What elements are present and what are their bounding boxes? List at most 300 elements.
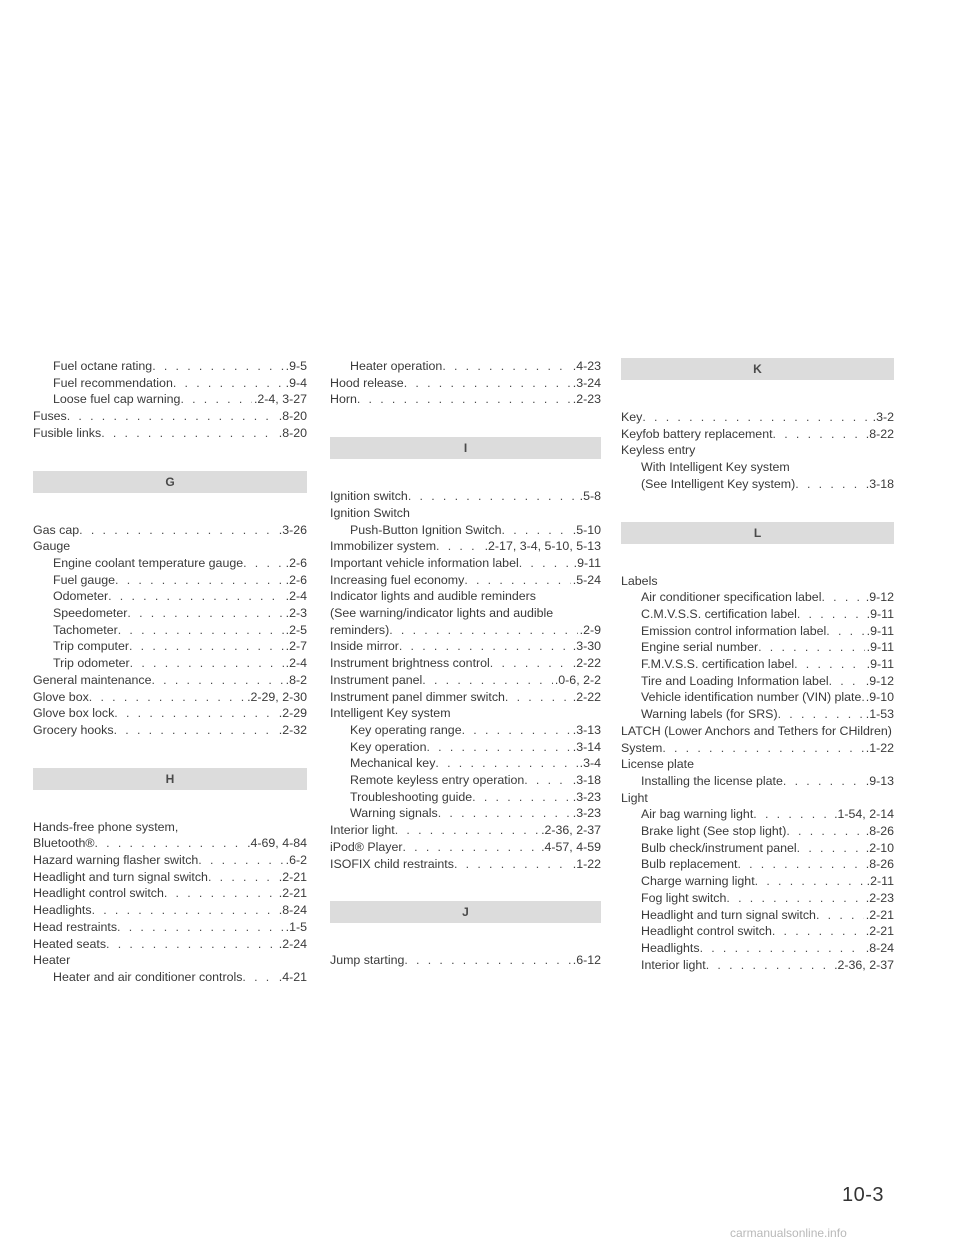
- index-entry-page-ref: .8-22: [865, 426, 894, 441]
- index-entry: [330, 391, 601, 408]
- index-entry: [33, 835, 307, 852]
- index-entry: [33, 572, 307, 589]
- index-entry: [330, 375, 601, 392]
- dot-leader: [797, 840, 864, 857]
- index-entry-page-ref: .2-22: [572, 689, 601, 704]
- dot-leader: [786, 823, 863, 840]
- dot-leader: [524, 772, 571, 789]
- index-entry-label: Important vehicle information label: [330, 555, 519, 570]
- section-spacer: [33, 442, 307, 471]
- section-spacer: [330, 923, 601, 952]
- index-entry: [621, 823, 894, 840]
- index-entry-page-ref: .2-10: [865, 840, 894, 855]
- index-entry-label: Immobilizer system: [330, 539, 437, 554]
- page-number: 10-3: [842, 1184, 885, 1206]
- index-entry-page-ref: .3-30: [572, 639, 601, 654]
- index-entry-page-ref: .2-36, 2-37: [834, 957, 894, 972]
- index-entry: [621, 623, 894, 640]
- dot-leader: [79, 522, 277, 539]
- index-entry: [621, 923, 894, 940]
- dot-leader: [700, 940, 864, 957]
- index-entry-page-ref: .3-26: [278, 522, 307, 537]
- index-entry-page-ref: .3-4: [579, 756, 601, 771]
- index-entry-label: (See Intelligent Key system): [641, 476, 796, 491]
- dot-leader: [242, 969, 276, 986]
- index-entry-page-ref: .8-26: [865, 824, 894, 839]
- index-entry: [33, 869, 307, 886]
- dot-leader: [829, 673, 864, 690]
- index-entry-page-ref: .2-21: [278, 869, 307, 884]
- section-letter-heading: I: [330, 437, 601, 459]
- dot-leader: [404, 375, 571, 392]
- index-entry-page-ref: .2-11: [866, 874, 894, 889]
- index-entry: [330, 805, 601, 822]
- index-entry-label: Fuel recommendation: [53, 375, 173, 390]
- index-entry-label: Tire and Loading Information label: [641, 673, 829, 688]
- index-entry-page-ref: .9-13: [865, 773, 894, 788]
- index-entry-label: Engine serial number: [641, 640, 759, 655]
- index-entry-page-ref: .8-20: [278, 425, 307, 440]
- index-entry-label: Bluetooth®: [33, 836, 95, 851]
- index-entry: [330, 638, 601, 655]
- dot-leader: [129, 638, 284, 655]
- index-entry-page-ref: .2-23: [865, 890, 894, 905]
- index-entry-page-ref: .9-11: [573, 555, 601, 570]
- index-entry: [33, 358, 307, 375]
- index-entry-label: Instrument panel dimmer switch: [330, 689, 505, 704]
- index-entry-page-ref: .3-23: [572, 806, 601, 821]
- index-entry: [330, 839, 601, 856]
- dot-leader: [436, 538, 483, 555]
- dot-leader: [127, 605, 283, 622]
- dot-leader: [389, 622, 577, 639]
- dot-leader: [130, 655, 284, 672]
- dot-leader: [89, 689, 245, 706]
- dot-leader: [198, 852, 283, 869]
- section-letter-heading: H: [33, 768, 307, 790]
- index-entry-page-ref: .2-22: [572, 656, 601, 671]
- index-group-label: Intelligent Key system: [330, 706, 451, 721]
- index-entry-label: Mechanical key: [350, 756, 436, 771]
- section-spacer: [33, 493, 307, 522]
- index-entry-label: Trip computer: [53, 639, 129, 654]
- index-column-2: [330, 358, 601, 969]
- index-group-label: LATCH (Lower Anchors and Tethers for CHildren): [621, 723, 892, 738]
- section-spacer: [330, 872, 601, 901]
- section-letter-heading: L: [621, 522, 894, 544]
- index-entry-label: Push-Button Ignition Switch: [350, 522, 502, 537]
- index-entry-label: Heater and air conditioner controls: [53, 969, 243, 984]
- dot-leader: [101, 425, 277, 442]
- dot-leader: [662, 740, 863, 757]
- index-entry-page-ref: .2-4: [285, 589, 307, 604]
- dot-leader: [395, 822, 539, 839]
- index-entry: [621, 840, 894, 857]
- index-entry: [33, 689, 307, 706]
- index-entry-page-ref: .6-2: [285, 853, 307, 868]
- index-entry-page-ref: .1-22: [572, 856, 601, 871]
- index-entry-page-ref: .8-24: [278, 903, 307, 918]
- dot-leader: [502, 522, 571, 539]
- dot-leader: [472, 789, 571, 806]
- index-entry: [621, 806, 894, 823]
- section-spacer: [330, 459, 601, 488]
- index-entry-label: Headlight and turn signal switch: [641, 907, 816, 922]
- index-entry-page-ref: .3-18: [865, 476, 894, 491]
- index-entry-page-ref: .2-21: [865, 924, 894, 939]
- index-entry: [621, 656, 894, 673]
- dot-leader: [108, 588, 284, 605]
- index-entry-label: Head restraints: [33, 919, 118, 934]
- section-spacer: [621, 544, 894, 573]
- index-entry: [33, 638, 307, 655]
- index-entry-label: Key operation: [350, 739, 427, 754]
- index-group-label: Ignition Switch: [330, 505, 410, 520]
- index-entry-label: Interior light: [641, 957, 706, 972]
- index-entry-label: Engine coolant temperature gauge: [53, 555, 244, 570]
- index-entry-page-ref: .2-17, 3-4, 5-10, 5-13: [484, 539, 601, 554]
- dot-leader: [816, 907, 864, 924]
- index-entry-label: Bulb check/instrument panel: [641, 840, 797, 855]
- index-entry-page-ref: .8-24: [865, 940, 894, 955]
- dot-leader: [797, 606, 865, 623]
- dot-leader: [114, 722, 277, 739]
- index-entry-page-ref: .9-10: [865, 690, 894, 705]
- index-entry-label: Headlight and turn signal switch: [33, 869, 208, 884]
- index-entry-label: System: [621, 740, 663, 755]
- section-spacer: [330, 408, 601, 437]
- index-entry: [621, 740, 894, 757]
- index-entry: [330, 856, 601, 873]
- index-entry: [330, 538, 601, 555]
- dot-leader: [519, 555, 572, 572]
- dot-leader: [173, 375, 284, 392]
- index-entry-page-ref: .2-32: [278, 722, 307, 737]
- index-entry-page-ref: .2-6: [285, 555, 307, 570]
- dot-leader: [826, 623, 864, 640]
- index-entry: [330, 672, 601, 689]
- index-entry-page-ref: .3-2: [872, 410, 894, 424]
- index-entry-page-ref: .2-29: [278, 706, 307, 721]
- dot-leader: [408, 488, 578, 505]
- index-entry: [621, 873, 894, 890]
- index-entry: [330, 739, 601, 756]
- index-entry: [33, 391, 307, 408]
- index-entry-page-ref: .6-12: [572, 953, 601, 968]
- index-entry-label: General maintenance: [33, 672, 152, 687]
- index-entry-label: Hazard warning flasher switch: [33, 853, 199, 868]
- index-entry-page-ref: .1-5: [285, 919, 307, 934]
- index-entry: [330, 789, 601, 806]
- index-entry-page-ref: .8-26: [865, 857, 894, 872]
- index-entry: [33, 969, 307, 986]
- section-letter-heading: K: [621, 358, 894, 380]
- watermark: carmanualsonline.info: [730, 1226, 847, 1240]
- index-entry-page-ref: .9-11: [866, 640, 894, 655]
- index-entry-label: C.M.V.S.S. certification label: [641, 606, 797, 621]
- index-entry-label: Increasing fuel economy: [330, 572, 465, 587]
- index-entry: [33, 555, 307, 572]
- index-entry-label: Glove box: [33, 689, 89, 704]
- index-group-label: Hands-free phone system,: [33, 819, 179, 834]
- dot-leader: [773, 426, 864, 443]
- index-entry-page-ref: .9-5: [285, 359, 307, 373]
- index-entry: [33, 605, 307, 622]
- index-entry-page-ref: .3-18: [572, 773, 601, 788]
- index-entry-label: Instrument brightness control: [330, 656, 490, 671]
- index-group-label: License plate: [621, 757, 695, 772]
- index-entry: [330, 689, 601, 706]
- dot-leader: [118, 622, 284, 639]
- dot-leader: [117, 919, 284, 936]
- index-entry: [33, 722, 307, 739]
- index-entry: [33, 655, 307, 672]
- index-entry: [621, 940, 894, 957]
- index-entry-label: Remote keyless entry operation: [350, 773, 525, 788]
- index-entry-page-ref: .2-4, 3-27: [253, 392, 307, 407]
- index-entry-label: Grocery hooks: [33, 722, 114, 737]
- index-entry-page-ref: .3-13: [572, 722, 601, 737]
- index-entry-label: Key operating range: [350, 722, 462, 737]
- index-entry-label: Speedometer: [53, 606, 128, 621]
- index-entry-page-ref: .2-5: [285, 622, 307, 637]
- dot-leader: [152, 358, 283, 375]
- dot-leader: [490, 655, 571, 672]
- index-entry: [33, 588, 307, 605]
- index-group-label: With Intelligent Key system: [641, 460, 790, 475]
- index-group-label: (See warning/indicator lights and audible: [330, 606, 554, 621]
- dot-leader: [737, 856, 863, 873]
- dot-leader: [399, 638, 571, 655]
- index-entry: [621, 409, 894, 426]
- index-entry-page-ref: .2-7: [285, 639, 307, 654]
- index-entry-page-ref: .2-4: [285, 656, 307, 671]
- index-entry: [330, 572, 601, 589]
- index-entry: [33, 425, 307, 442]
- dot-leader: [726, 890, 863, 907]
- dot-leader: [435, 755, 577, 772]
- index-entry-page-ref: .2-36, 2-37: [541, 823, 601, 838]
- index-entry-page-ref: .4-57, 4-59: [541, 839, 601, 854]
- index-entry-label: Warning signals: [350, 806, 438, 821]
- index-entry-page-ref: .9-12: [865, 590, 894, 605]
- index-group-label: Keyless entry: [621, 443, 696, 458]
- index-entry-label: Emission control information label: [641, 623, 827, 638]
- dot-leader: [164, 885, 277, 902]
- index-entry: [330, 488, 601, 505]
- index-entry: [621, 773, 894, 790]
- index-entry-page-ref: .5-10: [572, 522, 601, 537]
- dot-leader: [462, 722, 571, 739]
- index-entry: [33, 672, 307, 689]
- index-entry-label: Headlights: [641, 940, 700, 955]
- index-entry-label: Glove box lock: [33, 706, 115, 721]
- index-entry-label: Hood release: [330, 375, 404, 390]
- dot-leader: [778, 706, 864, 723]
- index-entry: [330, 722, 601, 739]
- index-entry-page-ref: .9-4: [285, 375, 307, 390]
- dot-leader: [755, 873, 865, 890]
- index-entry: [33, 408, 307, 425]
- dot-leader: [243, 555, 284, 572]
- index-entry-label: Fuel gauge: [53, 572, 116, 587]
- dot-leader: [794, 656, 865, 673]
- index-entry-label: Trip odometer: [53, 656, 130, 671]
- section-spacer: [33, 739, 307, 768]
- index-entry-label: Gas cap: [33, 522, 80, 537]
- index-entry: [621, 890, 894, 907]
- index-group-label: Light: [621, 790, 648, 805]
- index-entry-page-ref: .2-21: [278, 886, 307, 901]
- index-group-label: Heater: [33, 953, 71, 968]
- index-entry: [330, 952, 601, 969]
- index-entry-page-ref: .4-23: [572, 359, 601, 373]
- index-entry-label: Loose fuel cap warning: [53, 392, 181, 407]
- index-entry: [33, 919, 307, 936]
- index-entry-label: Air bag warning light: [641, 807, 754, 822]
- dot-leader: [180, 391, 252, 408]
- index-group-label: Indicator lights and audible reminders: [330, 589, 536, 604]
- section-letter-heading: J: [330, 901, 601, 923]
- index-entry-label: Fuses: [33, 409, 67, 424]
- index-entry: [621, 426, 894, 443]
- index-entry-label: Interior light: [330, 823, 395, 838]
- dot-leader: [772, 923, 864, 940]
- index-entry-label: Jump starting: [330, 953, 405, 968]
- index-entry: [621, 957, 894, 974]
- index-entry-label: Warning labels (for SRS): [641, 707, 778, 722]
- index-entry: [33, 885, 307, 902]
- index-entry-label: Ignition switch: [330, 489, 408, 504]
- index-entry-label: Charge warning light: [641, 874, 755, 889]
- dot-leader: [758, 639, 865, 656]
- dot-leader: [438, 805, 571, 822]
- dot-leader: [106, 936, 277, 953]
- dot-leader: [795, 476, 863, 493]
- dot-leader: [114, 705, 276, 722]
- index-entry-label: Bulb replacement: [641, 857, 738, 872]
- index-entry-label: Fog light switch: [641, 890, 727, 905]
- index-entry: [330, 522, 601, 539]
- index-entry-label: Fuel octane rating: [53, 359, 153, 373]
- index-entry-page-ref: .3-24: [572, 375, 601, 390]
- index-entry-label: Odometer: [53, 589, 109, 604]
- index-entry-label: Troubleshooting guide: [350, 789, 473, 804]
- index-entry-label: Instrument panel: [330, 672, 423, 687]
- index-entry: [621, 589, 894, 606]
- index-entry: [621, 689, 894, 706]
- index-entry-label: Horn: [330, 392, 357, 407]
- section-spacer: [621, 380, 894, 409]
- index-entry-page-ref: .1-53: [865, 707, 894, 722]
- index-entry: [330, 772, 601, 789]
- index-entry-page-ref: .0-6, 2-2: [554, 672, 601, 687]
- index-entry-label: Headlights: [33, 903, 92, 918]
- dot-leader: [442, 358, 570, 375]
- index-entry: [621, 606, 894, 623]
- dot-leader: [208, 869, 277, 886]
- dot-leader: [821, 589, 863, 606]
- index-entry-page-ref: .4-21: [278, 969, 307, 984]
- index-entry-label: Fusible links: [33, 425, 102, 440]
- index-entry-label: Keyfob battery replacement: [621, 426, 773, 441]
- index-entry-page-ref: .2-24: [278, 936, 307, 951]
- index-entry-label: Brake light (See stop light): [641, 824, 787, 839]
- index-column-1: [33, 358, 307, 986]
- index-entry-page-ref: .9-12: [865, 673, 894, 688]
- index-entry-label: Headlight control switch: [33, 886, 164, 901]
- index-column-3: [621, 358, 894, 973]
- index-entry: [621, 907, 894, 924]
- index-entry-label: Installing the license plate: [641, 773, 783, 788]
- index-entry: [330, 822, 601, 839]
- index-entry-page-ref: .9-11: [866, 657, 894, 672]
- index-entry: [621, 639, 894, 656]
- index-entry: [330, 655, 601, 672]
- index-entry-page-ref: .3-23: [572, 789, 601, 804]
- index-entry-page-ref: .2-9: [579, 622, 601, 637]
- dot-leader: [115, 572, 284, 589]
- index-entry-page-ref: .1-54, 2-14: [834, 807, 894, 822]
- index-entry: [621, 856, 894, 873]
- dot-leader: [505, 689, 571, 706]
- section-spacer: [621, 493, 894, 522]
- dot-leader: [95, 835, 246, 852]
- index-entry-label: ISOFIX child restraints: [330, 856, 454, 871]
- dot-leader: [642, 409, 870, 426]
- index-entry: [33, 936, 307, 953]
- index-entry-page-ref: .9-11: [866, 606, 894, 621]
- index-entry-page-ref: .3-14: [572, 739, 601, 754]
- index-entry-label: iPod® Player: [330, 839, 403, 854]
- index-entry-label: Vehicle identification number (VIN) plate: [641, 690, 862, 705]
- index-entry: [33, 902, 307, 919]
- index-entry-label: Key: [621, 410, 643, 424]
- dot-leader: [151, 672, 283, 689]
- index-entry-page-ref: .5-24: [572, 572, 601, 587]
- index-entry-page-ref: .2-23: [572, 392, 601, 407]
- index-entry: [330, 358, 601, 375]
- index-entry: [33, 375, 307, 392]
- dot-leader: [753, 806, 832, 823]
- index-entry: [33, 522, 307, 539]
- dot-leader: [422, 672, 553, 689]
- dot-leader: [403, 839, 540, 856]
- dot-leader: [426, 739, 570, 756]
- section-spacer: [33, 790, 307, 819]
- index-entry-label: Inside mirror: [330, 639, 399, 654]
- index-entry-page-ref: .1-22: [865, 740, 894, 755]
- index-entry-label: F.M.V.S.S. certification label: [641, 657, 795, 672]
- index-entry: [330, 622, 601, 639]
- dot-leader: [783, 773, 864, 790]
- index-entry-label: Headlight control switch: [641, 924, 772, 939]
- index-group-label: Gauge: [33, 539, 71, 554]
- index-entry-page-ref: .8-2: [285, 672, 307, 687]
- dot-leader: [454, 856, 571, 873]
- index-entry: [621, 476, 894, 493]
- dot-leader: [404, 952, 570, 969]
- dot-leader: [464, 572, 570, 589]
- dot-leader: [706, 957, 832, 974]
- index-entry-label: Air conditioner specification label: [641, 590, 822, 605]
- index-entry-page-ref: .4-69, 4-84: [247, 836, 307, 851]
- dot-leader: [92, 902, 277, 919]
- index-entry-page-ref: .2-3: [285, 606, 307, 621]
- index-group-label: Labels: [621, 573, 658, 588]
- index-entry: [330, 755, 601, 772]
- index-entry-label: reminders): [330, 622, 390, 637]
